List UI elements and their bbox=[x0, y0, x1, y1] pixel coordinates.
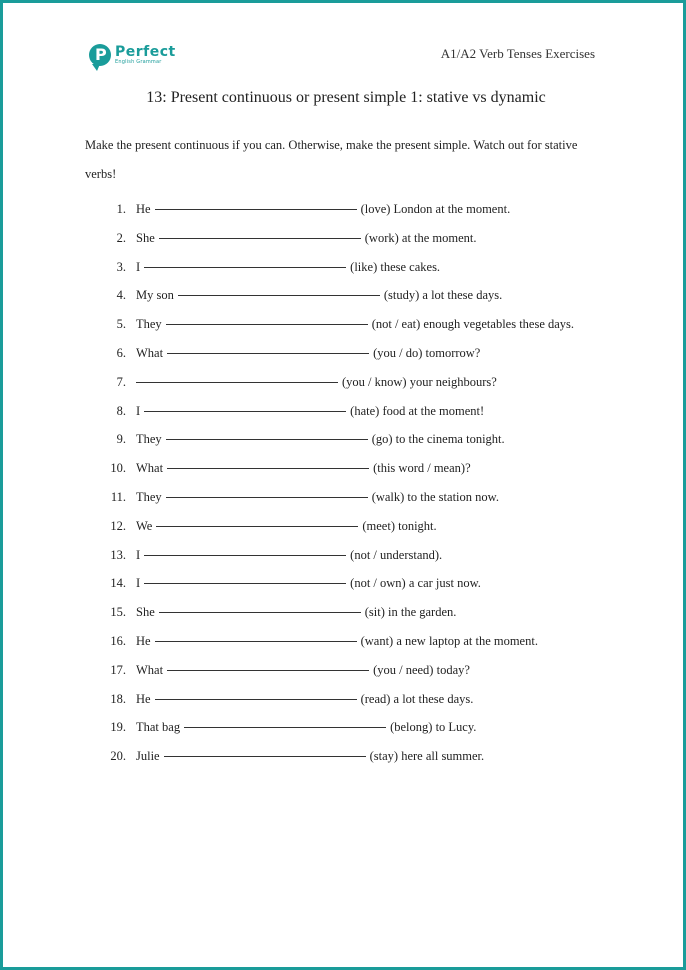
exercise-subject: He bbox=[136, 633, 151, 648]
answer-blank[interactable] bbox=[144, 571, 346, 584]
exercise-prompt: (love) London at the moment. bbox=[360, 202, 511, 216]
answer-blank[interactable] bbox=[166, 312, 368, 325]
answer-blank[interactable] bbox=[155, 629, 357, 642]
exercise-prompt: (hate) food at the moment! bbox=[350, 403, 485, 418]
exercise-prompt: (not / understand). bbox=[350, 547, 443, 562]
exercise-subject: He bbox=[136, 202, 151, 216]
exercise-subject: My son bbox=[136, 288, 174, 303]
exercise-number: 13. bbox=[110, 547, 126, 562]
answer-blank[interactable] bbox=[159, 226, 361, 239]
exercise-subject: They bbox=[136, 317, 162, 332]
answer-blank[interactable] bbox=[159, 600, 361, 613]
exercise-item bbox=[85, 485, 574, 514]
exercise-item bbox=[85, 543, 574, 572]
answer-blank[interactable] bbox=[184, 715, 386, 728]
answer-blank[interactable] bbox=[144, 399, 346, 412]
exercise-number: 14. bbox=[110, 576, 126, 591]
exercise-prompt: (belong) to Lucy. bbox=[390, 720, 477, 735]
instructions: Make the present continuous if you can. Otherwise, make the present simple. Watch out for stative verbs! bbox=[85, 138, 578, 181]
answer-blank[interactable] bbox=[166, 485, 368, 498]
exercise-item bbox=[85, 715, 574, 744]
exercise-number: 2. bbox=[116, 230, 126, 245]
exercise-item bbox=[85, 399, 574, 428]
exercise-prompt: (this word / mean)? bbox=[373, 461, 471, 476]
answer-blank[interactable] bbox=[178, 283, 380, 296]
exercise-subject: What bbox=[136, 662, 164, 677]
logo-text bbox=[115, 45, 176, 65]
exercise-subject: That bag bbox=[136, 720, 181, 735]
exercise-item bbox=[85, 226, 574, 255]
exercise-number: 19. bbox=[110, 720, 126, 735]
exercise-prompt: (you / need) today? bbox=[373, 662, 470, 677]
exercise-number: 7. bbox=[116, 374, 126, 389]
exercise-prompt: (stay) here all summer. bbox=[369, 749, 485, 764]
exercise-prompt: (not / eat) enough vegetables these days. bbox=[371, 317, 575, 332]
exercise-subject: What bbox=[136, 345, 164, 360]
exercise-list bbox=[85, 197, 574, 773]
exercise-number: 3. bbox=[116, 259, 126, 274]
level-label: A1/A2 Verb Tenses Exercises bbox=[440, 46, 595, 61]
exercise-prompt: (not / own) a car just now. bbox=[350, 576, 481, 591]
exercise-prompt: (meet) tonight. bbox=[362, 518, 437, 533]
exercise-number: 9. bbox=[116, 432, 126, 447]
exercise-prompt: (read) a lot these days. bbox=[360, 691, 474, 706]
exercise-prompt: (you / know) your neighbours? bbox=[342, 374, 497, 389]
exercise-number: 20. bbox=[110, 749, 126, 764]
answer-blank[interactable] bbox=[167, 341, 369, 354]
exercise-item bbox=[85, 456, 574, 485]
exercise-number: 4. bbox=[116, 288, 126, 303]
answer-blank[interactable] bbox=[155, 687, 357, 700]
answer-blank[interactable] bbox=[144, 255, 346, 268]
exercise-item bbox=[85, 687, 574, 716]
exercise-item bbox=[85, 629, 574, 658]
exercise-number: 15. bbox=[110, 605, 126, 620]
exercise-prompt: (walk) to the station now. bbox=[371, 489, 499, 504]
exercise-subject: I bbox=[136, 259, 141, 274]
exercise-subject: They bbox=[136, 489, 162, 504]
exercise-prompt: (you / do) tomorrow? bbox=[373, 345, 481, 360]
page-title: 13: Present continuous or present simple 1: stative vs dynamic bbox=[146, 89, 546, 106]
exercise-item bbox=[85, 197, 574, 226]
exercise-item bbox=[85, 255, 574, 284]
exercise-subject: She bbox=[136, 230, 155, 245]
exercise-prompt: (work) at the moment. bbox=[364, 230, 477, 245]
exercise-number: 12. bbox=[110, 518, 126, 533]
exercise-number: 11. bbox=[110, 489, 126, 504]
answer-blank[interactable] bbox=[167, 456, 369, 469]
exercise-prompt: (like) these cakes. bbox=[350, 259, 441, 274]
exercise-prompt: (sit) in the garden. bbox=[364, 605, 457, 620]
exercise-item bbox=[85, 283, 574, 312]
exercise-item bbox=[85, 571, 574, 600]
exercise-number: 5. bbox=[116, 317, 126, 332]
exercise-number: 8. bbox=[116, 403, 126, 418]
exercise-item bbox=[85, 341, 574, 370]
answer-blank[interactable] bbox=[144, 543, 346, 556]
logo bbox=[89, 44, 176, 66]
exercise-number: 17. bbox=[110, 662, 126, 677]
exercise-item bbox=[85, 427, 574, 456]
exercise-prompt: (study) a lot these days. bbox=[383, 288, 503, 303]
exercise-subject: I bbox=[136, 576, 141, 591]
exercise-prompt: (want) a new laptop at the moment. bbox=[360, 633, 538, 648]
logo-word: Perfect bbox=[115, 44, 176, 60]
exercise-number: 10. bbox=[110, 461, 126, 476]
answer-blank[interactable] bbox=[164, 744, 366, 757]
exercise-subject: He bbox=[136, 691, 151, 706]
logo-subtitle: English Grammar bbox=[115, 59, 162, 65]
exercise-subject: I bbox=[136, 547, 141, 562]
exercise-subject: We bbox=[136, 518, 153, 533]
exercise-subject: They bbox=[136, 432, 162, 447]
answer-blank[interactable] bbox=[155, 197, 357, 210]
exercise-subject: She bbox=[136, 605, 155, 620]
exercise-number: 18. bbox=[110, 691, 126, 706]
exercise-number: 1. bbox=[116, 202, 126, 216]
logo-p-icon bbox=[89, 44, 111, 66]
answer-blank[interactable] bbox=[136, 370, 338, 383]
exercise-number: 6. bbox=[116, 345, 126, 360]
exercise-subject: I bbox=[136, 403, 141, 418]
exercise-item bbox=[85, 744, 574, 773]
exercise-subject: Julie bbox=[136, 749, 160, 764]
exercise-item bbox=[85, 312, 574, 341]
exercise-number: 16. bbox=[110, 633, 126, 648]
answer-blank[interactable] bbox=[156, 514, 358, 527]
exercise-item bbox=[85, 514, 574, 543]
exercise-item bbox=[85, 658, 574, 687]
exercise-prompt: (go) to the cinema tonight. bbox=[371, 432, 505, 447]
exercise-item bbox=[85, 600, 574, 629]
exercise-subject: What bbox=[136, 461, 164, 476]
answer-blank[interactable] bbox=[167, 658, 369, 671]
answer-blank[interactable] bbox=[166, 427, 368, 440]
exercise-item bbox=[85, 370, 574, 399]
